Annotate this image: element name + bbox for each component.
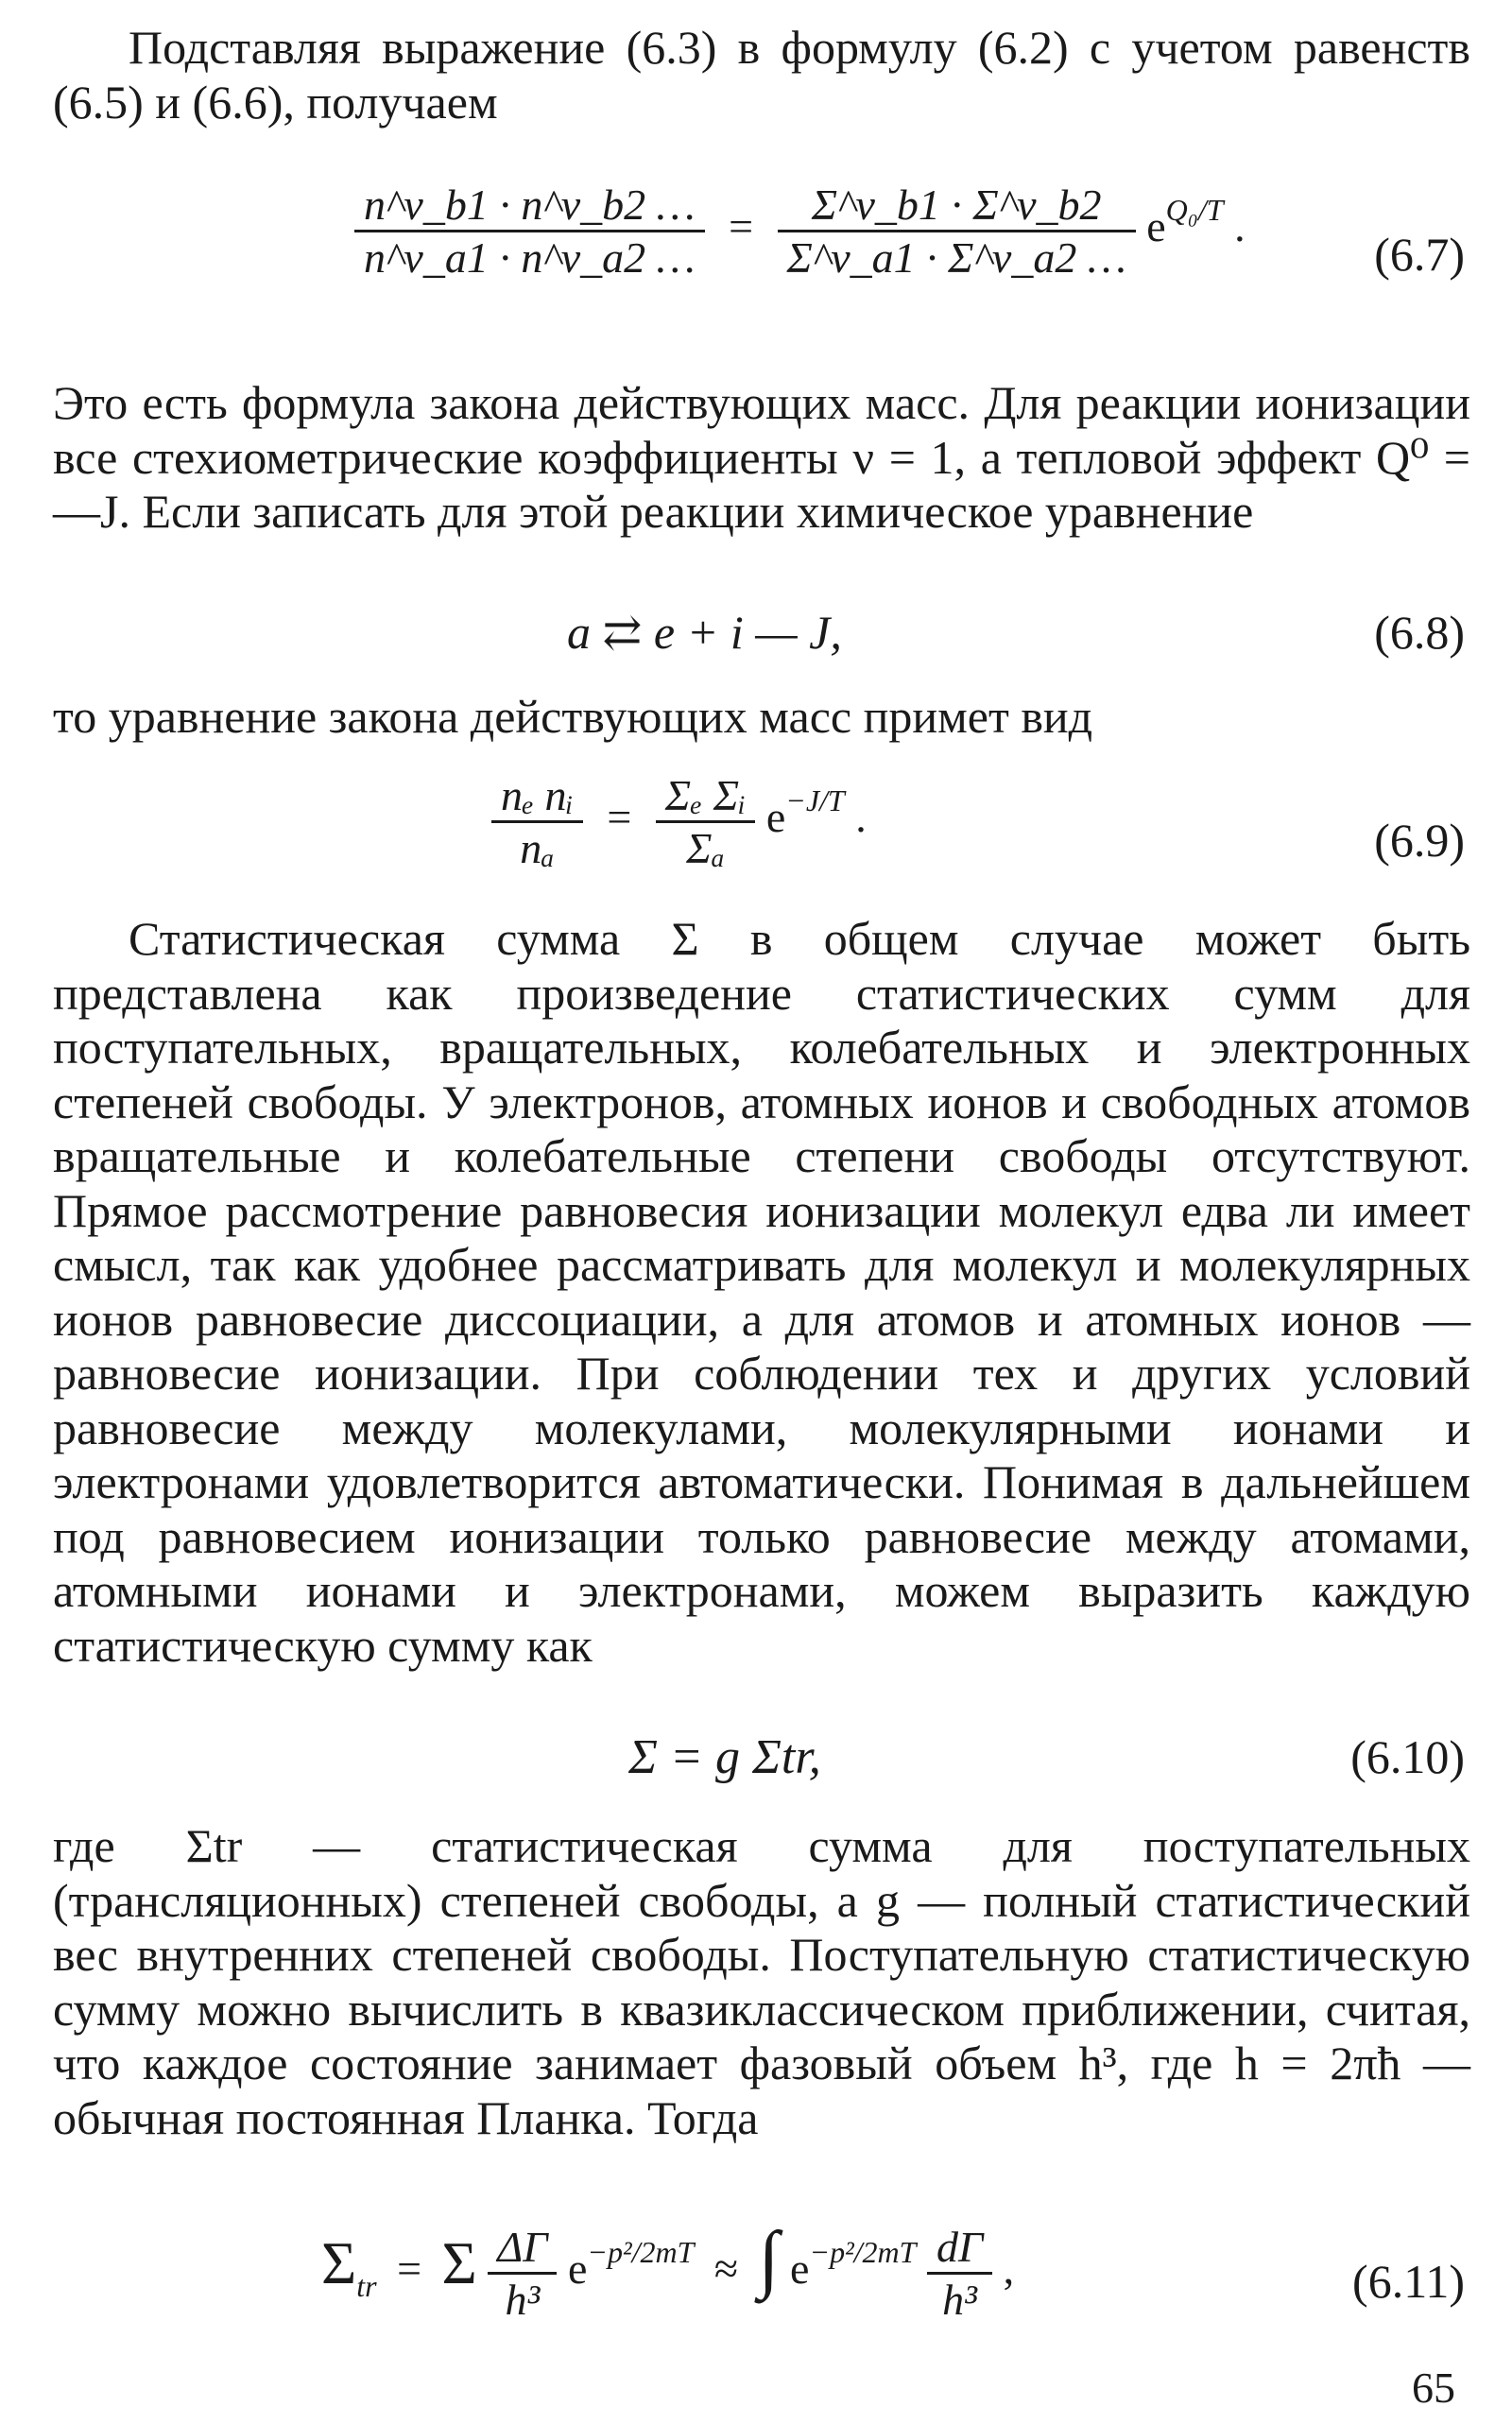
eq-6-7-lhs-num: n^ν_b1 · n^ν_b2 …	[364, 181, 696, 229]
eq-6-7-exponent: Q₀/T	[1165, 193, 1224, 228]
equation-6-9: $\frac{\text{nₑ nᵢ}}{\text{nₐ}}$ = $\frac{\text{Σₑ Σᵢ}}{\text{Σₐ}}$ $e^{-J/T}$ . (6.9)	[0, 770, 1512, 903]
eq-6-11-sum-fraction	[488, 2222, 557, 2325]
where-paragraph: где Σtr — статистическая сумма для поступательных (трансляционных) степеней свободы, а g — полный статистический вес внутренних степеней свободы. Поступательную статистическую сумму можно вычислить в квазиклассическом приближении, считая, что каждое состояние занимает фазовый объем h³, где h = 2πħ — обычная постоянная Планка. Тогда	[53, 1819, 1470, 2144]
eq-6-9-rhs-fraction	[656, 770, 756, 873]
mass-action-paragraph: Это есть формула закона действующих масс. Для реакции ионизации все стехиометрические коэффициенты ν = 1, а тепловой эффект Q⁰ = —J. Если записать для этой реакции химическое уравнение	[53, 376, 1470, 538]
eq-6-8-expression: a ⇄ e + i — J,	[567, 606, 842, 659]
eq-6-11-int-den: h³	[942, 2275, 977, 2324]
eq-6-11-int-fraction	[927, 2222, 992, 2325]
page-number: 65	[1412, 2364, 1455, 2412]
eq-6-11-int-num: dΓ	[936, 2222, 984, 2271]
equation-6-10	[0, 1729, 1512, 1800]
eq-6-10-number: (6.10)	[1350, 1730, 1465, 1783]
equation-6-8	[0, 605, 1512, 671]
eq-6-7-lhs-den: n^ν_a1 · n^ν_a2 …	[364, 233, 696, 282]
stat-sum-paragraph: Статистическая сумма Σ в общем случае может быть представлена как произведение статистических сумм для поступательных, вращательных, колебательных и электронных степеней свободы. У электронов, атомных ионов и свободных атомов вращательные и колебательные степени свободы отсутствуют. Прямое рассмотрение равновесия ионизации молекул едва ли имеет смысл, так как удобнее рассматривать для молекул и молекулярных ионов равновесие диссоциации, а для атомов и атомных ионов — равновесие ионизации. При соблюдении тех и других условий равновесие между молекулами, молекулярными ионами и электронами удовлетворится автоматически. Понимая в дальнейшем под равновесием ионизации только равновесие между атомами, атомными ионами и электронами, можем выразить каждую статистическую сумму как	[53, 912, 1470, 1672]
then-paragraph: то уравнение закона действующих масс примет вид	[53, 690, 1093, 743]
eq-6-11-sum-den: h³	[505, 2275, 541, 2324]
eq-6-10-expression: Σ = g Σtr,	[628, 1730, 821, 1784]
eq-6-9-lhs-den: nₐ	[520, 824, 555, 872]
eq-6-11-sum-num: ΔΓ	[497, 2222, 548, 2271]
eq-6-9-lhs-num: nₑ nᵢ	[501, 771, 574, 819]
eq-6-9-rhs-den: Σₐ	[686, 824, 725, 872]
eq-6-7-rhs-den: Σ^ν_a1 · Σ^ν_a2 …	[786, 233, 1126, 282]
eq-6-9-rhs-num: Σₑ Σᵢ	[664, 771, 747, 819]
eq-6-11-exponent-1: −p²/2mT	[587, 2235, 695, 2269]
eq-6-9-exponent: −J/T	[785, 783, 845, 818]
intro-paragraph: Подставляя выражение (6.3) в формулу (6.2) с учетом равенств (6.5) и (6.6), получаем	[53, 21, 1470, 129]
eq-6-11-number: (6.11)	[1352, 2255, 1465, 2308]
eq-6-8-number: (6.8)	[1374, 606, 1465, 659]
eq-6-7-rhs-fraction	[778, 180, 1136, 283]
eq-6-11-exponent-2: −p²/2mT	[809, 2235, 917, 2269]
eq-6-7-lhs-fraction	[354, 180, 705, 283]
eq-6-7-number: (6.7)	[1374, 228, 1465, 281]
eq-6-9-lhs-fraction	[491, 770, 583, 873]
eq-6-7-rhs-num: Σ^ν_b1 · Σ^ν_b2	[811, 181, 1102, 229]
equation-6-11: $\Sigma_{tr} = \Sigma$ $\frac{\Delta\Gamma}{\text{h³}}$ $e^{-p^2/2mT}$ ≈ ∫ $e^{-p^2/2mT}$ $\frac{d\Gamma}{\text{h³}}$ , (6.11)	[321, 2217, 1465, 2324]
equation-6-7: $\frac{n\^{}\nu\_b1 \cdot n\^{}\nu\_b2 \dots}{n\^{}\nu\_a1 \cdot n\^{}\nu\_a2 \dots}$ = $\frac{\Sigma\^{}\nu\_b1 \cdot \Sigma\^{}\nu\_b2}{\Sigma\^{}\nu\_a1 \cdot \Sigma\^{}\nu\_a2 \dots}$ $e^{Q_0/T}$ . (6.7)	[0, 180, 1512, 359]
eq-6-9-number: (6.9)	[1374, 814, 1465, 867]
